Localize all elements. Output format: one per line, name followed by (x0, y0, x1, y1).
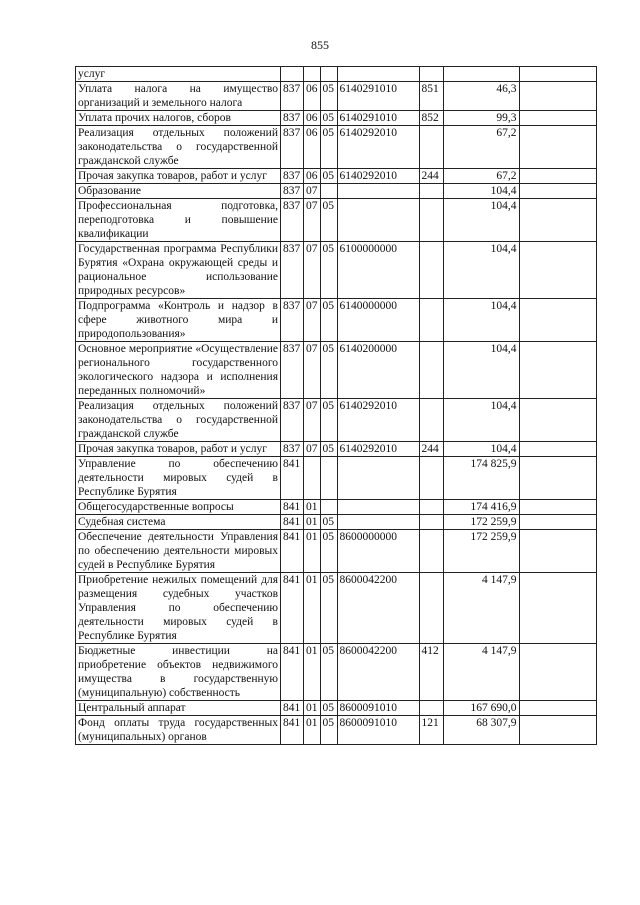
amount-cell: 172 259,9 (443, 515, 519, 530)
table-row (76, 399, 597, 442)
table-body (76, 67, 597, 745)
target-item-code-cell: 8600042200 (337, 644, 419, 701)
budget-table (75, 66, 597, 745)
table-row (76, 701, 597, 716)
department-code-cell: 841 (281, 457, 304, 500)
section-code-cell: 01 (304, 500, 321, 515)
target-item-code-cell (337, 515, 419, 530)
extra-column-cell (519, 169, 596, 184)
expense-type-code-cell: 852 (419, 111, 443, 126)
section-code-cell: 07 (304, 442, 321, 457)
target-item-code-cell: 6140292010 (337, 399, 419, 442)
extra-column-cell (519, 111, 596, 126)
target-item-code-cell: 6140292010 (337, 126, 419, 169)
amount-cell: 104,4 (443, 242, 519, 299)
amount-cell: 4 147,9 (443, 644, 519, 701)
subsection-code-cell: 05 (320, 515, 337, 530)
expense-name-cell: Управление по обеспечению деятельности мировых судей в Республике Бурятия (76, 457, 281, 500)
amount-cell: 104,4 (443, 442, 519, 457)
section-code-cell: 06 (304, 111, 321, 126)
extra-column-cell (519, 199, 596, 242)
section-code-cell: 01 (304, 515, 321, 530)
target-item-code-cell: 6140291010 (337, 111, 419, 126)
section-code-cell: 01 (304, 644, 321, 701)
subsection-code-cell: 05 (320, 644, 337, 701)
subsection-code-cell: 05 (320, 111, 337, 126)
expense-name-cell: Обеспечение деятельности Управления по обеспечению деятельности мировых судей в Республике Бурятия (76, 530, 281, 573)
expense-name-cell: Общегосударственные вопросы (76, 500, 281, 515)
subsection-code-cell: 05 (320, 342, 337, 399)
expense-name-cell: Реализация отдельных положений законодательства о государственной гражданской службе (76, 399, 281, 442)
expense-type-code-cell: 244 (419, 169, 443, 184)
expense-name-cell: Профессиональная подготовка, переподготовка и повышение квалификации (76, 199, 281, 242)
amount-cell: 167 690,0 (443, 701, 519, 716)
department-code-cell: 841 (281, 515, 304, 530)
expense-name-cell: Основное мероприятие «Осуществление регионального государственного экологического надзора и исполнения переданных полномочий» (76, 342, 281, 399)
table-row (76, 442, 597, 457)
table-row (76, 342, 597, 399)
department-code-cell: 837 (281, 399, 304, 442)
expense-name-cell: Центральный аппарат (76, 701, 281, 716)
department-code-cell: 837 (281, 442, 304, 457)
target-item-code-cell: 6140200000 (337, 342, 419, 399)
expense-type-code-cell: 121 (419, 716, 443, 745)
department-code-cell: 837 (281, 242, 304, 299)
extra-column-cell (519, 67, 596, 82)
amount-cell: 4 147,9 (443, 573, 519, 644)
target-item-code-cell: 6140000000 (337, 299, 419, 342)
target-item-code-cell (337, 457, 419, 500)
table-row (76, 169, 597, 184)
expense-type-code-cell: 244 (419, 442, 443, 457)
expense-type-code-cell (419, 515, 443, 530)
subsection-code-cell: 05 (320, 530, 337, 573)
amount-cell: 46,3 (443, 82, 519, 111)
table-row (76, 573, 597, 644)
amount-cell: 174 416,9 (443, 500, 519, 515)
target-item-code-cell: 6140292010 (337, 442, 419, 457)
subsection-code-cell (320, 184, 337, 199)
expense-type-code-cell (419, 67, 443, 82)
subsection-code-cell: 05 (320, 242, 337, 299)
section-code-cell: 07 (304, 299, 321, 342)
amount-cell: 174 825,9 (443, 457, 519, 500)
expense-type-code-cell (419, 500, 443, 515)
extra-column-cell (519, 184, 596, 199)
department-code-cell: 837 (281, 82, 304, 111)
department-code-cell: 837 (281, 111, 304, 126)
section-code-cell (304, 67, 321, 82)
subsection-code-cell: 05 (320, 573, 337, 644)
expense-name-cell: Прочая закупка товаров, работ и услуг (76, 169, 281, 184)
table-row (76, 457, 597, 500)
table-row (76, 530, 597, 573)
section-code-cell: 07 (304, 199, 321, 242)
section-code-cell: 07 (304, 342, 321, 399)
target-item-code-cell: 6140292010 (337, 169, 419, 184)
expense-type-code-cell (419, 573, 443, 644)
target-item-code-cell: 8600091010 (337, 716, 419, 745)
extra-column-cell (519, 342, 596, 399)
extra-column-cell (519, 82, 596, 111)
subsection-code-cell: 05 (320, 716, 337, 745)
amount-cell: 104,4 (443, 342, 519, 399)
amount-cell: 67,2 (443, 126, 519, 169)
department-code-cell: 837 (281, 199, 304, 242)
subsection-code-cell: 05 (320, 126, 337, 169)
amount-cell: 68 307,9 (443, 716, 519, 745)
table-row (76, 515, 597, 530)
amount-cell (443, 67, 519, 82)
amount-cell: 99,3 (443, 111, 519, 126)
expense-name-cell: Подпрограмма «Контроль и надзор в сфере животного мира и природопользования» (76, 299, 281, 342)
expense-name-cell: Уплата налога на имущество организаций и земельного налога (76, 82, 281, 111)
extra-column-cell (519, 530, 596, 573)
table-row (76, 184, 597, 199)
amount-cell: 104,4 (443, 399, 519, 442)
extra-column-cell (519, 442, 596, 457)
expense-name-cell: Реализация отдельных положений законодательства о государственной гражданской службе (76, 126, 281, 169)
target-item-code-cell (337, 500, 419, 515)
section-code-cell: 01 (304, 716, 321, 745)
subsection-code-cell: 05 (320, 442, 337, 457)
subsection-code-cell (320, 457, 337, 500)
target-item-code-cell (337, 199, 419, 242)
extra-column-cell (519, 126, 596, 169)
expense-type-code-cell (419, 457, 443, 500)
department-code-cell: 837 (281, 126, 304, 169)
expense-type-code-cell (419, 242, 443, 299)
extra-column-cell (519, 299, 596, 342)
table-row (76, 126, 597, 169)
target-item-code-cell (337, 67, 419, 82)
target-item-code-cell (337, 184, 419, 199)
extra-column-cell (519, 701, 596, 716)
department-code-cell: 837 (281, 169, 304, 184)
expense-type-code-cell (419, 184, 443, 199)
amount-cell: 104,4 (443, 184, 519, 199)
department-code-cell (281, 67, 304, 82)
table-row (76, 500, 597, 515)
section-code-cell: 06 (304, 82, 321, 111)
table-row (76, 82, 597, 111)
extra-column-cell (519, 457, 596, 500)
subsection-code-cell: 05 (320, 399, 337, 442)
department-code-cell: 841 (281, 500, 304, 515)
department-code-cell: 841 (281, 573, 304, 644)
subsection-code-cell: 05 (320, 82, 337, 111)
section-code-cell: 01 (304, 530, 321, 573)
department-code-cell: 841 (281, 530, 304, 573)
table-row (76, 644, 597, 701)
expense-type-code-cell (419, 199, 443, 242)
section-code-cell: 07 (304, 399, 321, 442)
subsection-code-cell: 05 (320, 199, 337, 242)
table-row (76, 111, 597, 126)
extra-column-cell (519, 242, 596, 299)
expense-name-cell: услуг (76, 67, 281, 82)
section-code-cell: 07 (304, 242, 321, 299)
expense-type-code-cell (419, 126, 443, 169)
table-row (76, 67, 597, 82)
section-code-cell: 06 (304, 126, 321, 169)
table-row (76, 242, 597, 299)
department-code-cell: 837 (281, 299, 304, 342)
target-item-code-cell: 6140291010 (337, 82, 419, 111)
extra-column-cell (519, 515, 596, 530)
department-code-cell: 841 (281, 716, 304, 745)
expense-type-code-cell (419, 399, 443, 442)
page-number: 855 (311, 38, 329, 52)
amount-cell: 104,4 (443, 299, 519, 342)
target-item-code-cell: 8600091010 (337, 701, 419, 716)
expense-type-code-cell (419, 299, 443, 342)
expense-type-code-cell: 412 (419, 644, 443, 701)
section-code-cell: 01 (304, 701, 321, 716)
extra-column-cell (519, 573, 596, 644)
subsection-code-cell (320, 500, 337, 515)
subsection-code-cell: 05 (320, 299, 337, 342)
amount-cell: 67,2 (443, 169, 519, 184)
table-row (76, 716, 597, 745)
extra-column-cell (519, 500, 596, 515)
expense-name-cell: Государственная программа Республики Бурятия «Охрана окружающей среды и рациональное использование природных ресурсов» (76, 242, 281, 299)
subsection-code-cell: 05 (320, 701, 337, 716)
department-code-cell: 837 (281, 184, 304, 199)
target-item-code-cell: 8600042200 (337, 573, 419, 644)
extra-column-cell (519, 399, 596, 442)
amount-cell: 172 259,9 (443, 530, 519, 573)
target-item-code-cell: 8600000000 (337, 530, 419, 573)
expense-name-cell: Фонд оплаты труда государственных (муниципальных) органов (76, 716, 281, 745)
amount-cell: 104,4 (443, 199, 519, 242)
expense-type-code-cell: 851 (419, 82, 443, 111)
department-code-cell: 841 (281, 701, 304, 716)
section-code-cell (304, 457, 321, 500)
table-row (76, 199, 597, 242)
expense-name-cell: Бюджетные инвестиции на приобретение объектов недвижимого имущества в государственную (муниципальную) собственность (76, 644, 281, 701)
table-row (76, 299, 597, 342)
expense-type-code-cell (419, 701, 443, 716)
expense-name-cell: Уплата прочих налогов, сборов (76, 111, 281, 126)
expense-name-cell: Судебная система (76, 515, 281, 530)
section-code-cell: 06 (304, 169, 321, 184)
expense-name-cell: Приобретение нежилых помещений для размещения судебных участков Управления по обеспечению деятельности мировых судей в Республике Бурятия (76, 573, 281, 644)
section-code-cell: 07 (304, 184, 321, 199)
extra-column-cell (519, 644, 596, 701)
department-code-cell: 837 (281, 342, 304, 399)
department-code-cell: 841 (281, 644, 304, 701)
expense-name-cell: Образование (76, 184, 281, 199)
target-item-code-cell: 6100000000 (337, 242, 419, 299)
section-code-cell: 01 (304, 573, 321, 644)
expense-type-code-cell (419, 342, 443, 399)
extra-column-cell (519, 716, 596, 745)
expense-type-code-cell (419, 530, 443, 573)
expense-name-cell: Прочая закупка товаров, работ и услуг (76, 442, 281, 457)
subsection-code-cell (320, 67, 337, 82)
subsection-code-cell: 05 (320, 169, 337, 184)
